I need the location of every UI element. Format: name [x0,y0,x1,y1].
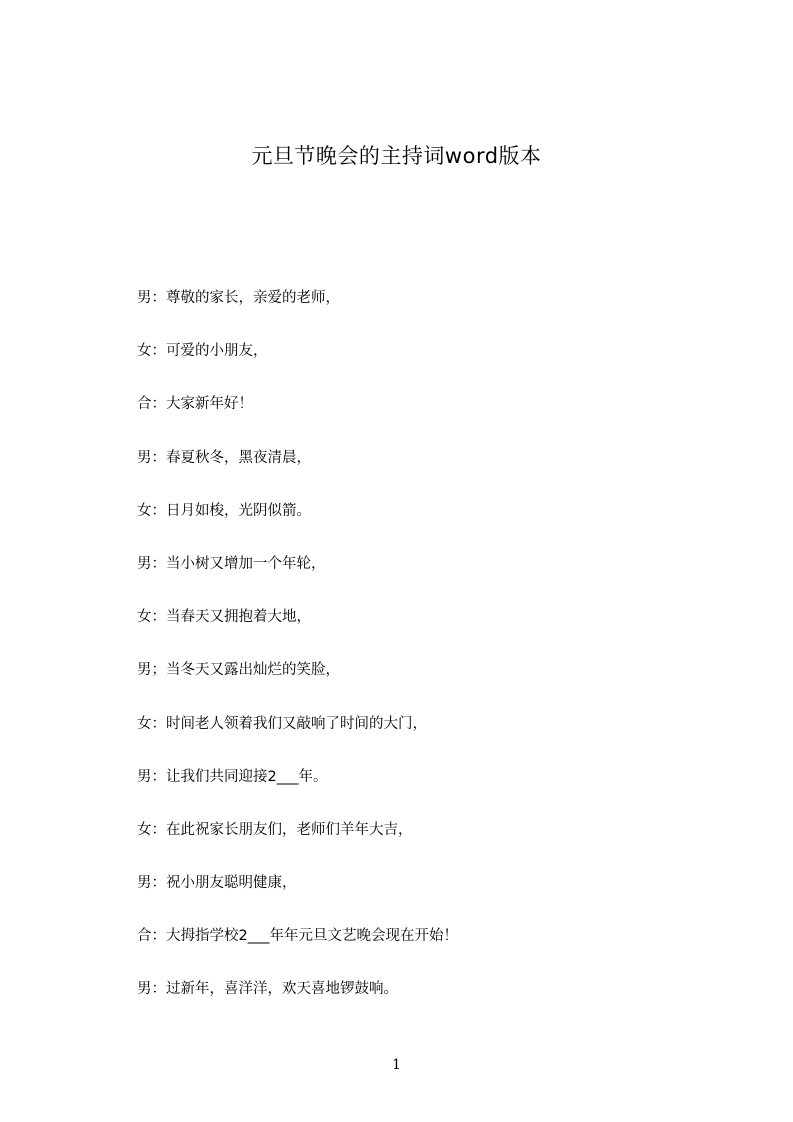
script-line: 合：大拇指学校2___年年元旦文艺晚会现在开始！ [137,928,458,945]
script-line: 女：当春天又拥抱着大地， [137,609,311,626]
script-line: 男：尊敬的家长，亲爱的老师， [137,290,340,306]
script-line: 男：祝小朋友聪明健康， [137,875,297,892]
script-line: 女：在此祝家长朋友们，老师们羊年大吉， [137,821,413,838]
script-line: 男：春夏秋冬，黑夜清晨， [137,449,311,466]
script-line: 男；当冬天又露出灿烂的笑脸， [137,662,340,679]
script-line: 女：日月如梭，光阴似箭。 [137,502,311,519]
script-line: 男：当小树又增加一个年轮， [137,555,326,572]
script-lines [137,286,697,1031]
script-line: 男：过新年，喜洋洋，欢天喜地锣鼓响。 [137,981,398,998]
script-line: 合：大家新年好！ [137,396,253,413]
document-title: 元旦节晚会的主持词word版本 [251,144,542,168]
script-line: 女：可爱的小朋友， [137,343,268,360]
script-line: 女：时间老人领着我们又敲响了时间的大门， [137,715,427,732]
script-line: 男：让我们共同迎接2___年。 [137,768,328,785]
page-number: 1 [392,1057,401,1073]
